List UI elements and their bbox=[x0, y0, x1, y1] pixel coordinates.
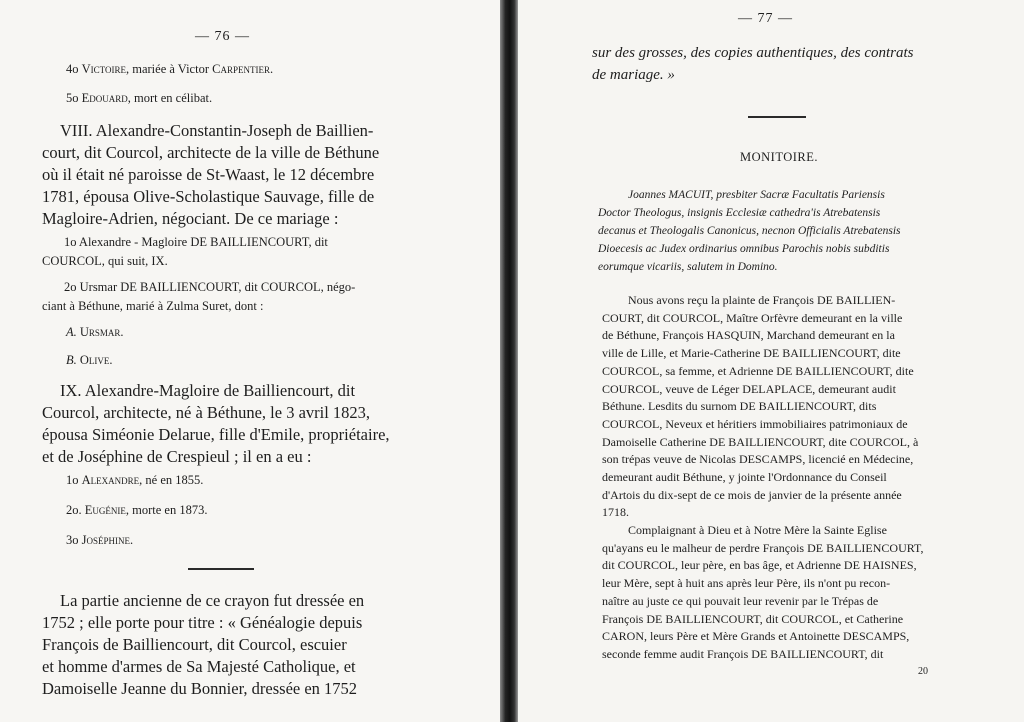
child-alexandre: 1o Alexandre, né en 1855. bbox=[66, 473, 204, 487]
grandchild-ursmar: A. Ursmar. bbox=[66, 325, 124, 339]
complaint-paragraph: Nous avons reçu la plainte de François DE BAILLIEN- COURT, dit COURCOL, Maître Orfèvre demeurant en la ville de Béthune, François HASQUIN, Marchand demeurant en la ville de Lille, et Marie-Catherine DE BAILLIENCOURT, dite COURCOL, sa femme, et Adrienne DE BAILLIENCOURT, dite COURCOL, veuve de Léger DELAPLACE, demeurant audit Béthune. Lesdits du surnom DE BAILLIENCOURT, dits COURCOL, Neveux et héritiers immobiliaires patrimoniaux de Damoiselle Catherine DE BAILLIENCOURT, dite COURCOL, à son trépas veuve de Nicolas DESCAMPS, licencié en Médecine, demeurant audit Béthune, y jointe l'Ordonnance du Conseil d'Artois du dix-sept de ce mois de janvier de la présente année 1718. bbox=[602, 293, 919, 520]
book-gutter bbox=[500, 0, 518, 722]
right-page bbox=[518, 0, 1024, 722]
signature-mark: 20 bbox=[918, 666, 928, 677]
child-alexandre-magloire: 1o Alexandre - Magloire DE BAILLIENCOURT, dit COURCOL, qui suit, IX. bbox=[42, 235, 328, 268]
page-number-77: — 77 — bbox=[738, 11, 793, 26]
opening-lines: sur des grosses, des copies authentiques, des contrats de mariage. » bbox=[592, 45, 914, 83]
section-divider bbox=[188, 568, 254, 570]
entry-victoire: 4o Victoire, mariée à Victor Carpentier. bbox=[66, 62, 274, 76]
grandchild-olive: B. Olive. bbox=[66, 353, 113, 367]
child-eugenie: 2o. Eugénie, morte en 1873. bbox=[66, 503, 208, 517]
child-josephine: 3o Joséphine. bbox=[66, 533, 134, 547]
section-ix: IX. Alexandre-Magloire de Bailliencourt, dit Courcol, architecte, né à Béthune, le 3 avril 1823, épousa Siméonie Delarue, fille d'Emile, propriétaire, et de Joséphine de Crespieul ; il en a eu : bbox=[42, 381, 390, 466]
monitoire-heading: MONITOIRE. bbox=[740, 150, 819, 164]
entry-edouard: 5o Edouard, mort en célibat. bbox=[66, 91, 213, 105]
left-page bbox=[0, 0, 500, 722]
lament-paragraph: Complaignant à Dieu et à Notre Mère la Sainte Eglise qu'ayans eu le malheur de perdre François DE BAILLIENCOURT, dit COURCOL, leur père, en bas âge, et Adrienne DE HAISNES, leur Mère, sept à huit ans après leur Père, ils n'ont pu recon- naître au juste ce qui pouvait leur revenir par le Trépas de François DE BAILLIENCOURT, dit COURCOL, et Catherine CARON, leurs Père et Mère Grands et Antoinette DESCAMPS, seconde femme audit François DE BAILLIENCOURT, dit bbox=[602, 523, 924, 661]
latin-address: Joannes MACUIT, presbiter Sacræ Facultatis Pariensis Doctor Theologus, insignis Ecclesiæ cathedra'is Atrebatensis decanus et Theologalis Canonicus, necnon Officialis Atrebatensis Dioecesis ac Judex ordinarius omnibus Parochis nobis subditis eorumque vicariis, salutem in Domino. bbox=[598, 189, 901, 273]
closing-paragraph: La partie ancienne de ce crayon fut dressée en 1752 ; elle porte pour titre : « Généalogie depuis François de Bailliencourt, dit Courcol, escuier et homme d'armes de Sa Majesté Catholique, et Damoiselle Jeanne du Bonnier, dressée en 1752 bbox=[42, 591, 365, 698]
child-ursmar: 2o Ursmar DE BAILLIENCOURT, dit COURCOL, négo- ciant à Béthune, marié à Zulma Suret, dont : bbox=[42, 280, 356, 313]
section-viii: VIII. Alexandre-Constantin-Joseph de Baillien- court, dit Courcol, architecte de la ville de Béthune où il était né paroisse de St-Waast, le 12 décembre 1781, épousa Olive-Scholastique Sauvage, fille de Magloire-Adrien, négociant. De ce mariage : bbox=[42, 121, 380, 228]
page-number-76: — 76 — bbox=[195, 29, 250, 44]
heading-divider bbox=[748, 116, 806, 118]
